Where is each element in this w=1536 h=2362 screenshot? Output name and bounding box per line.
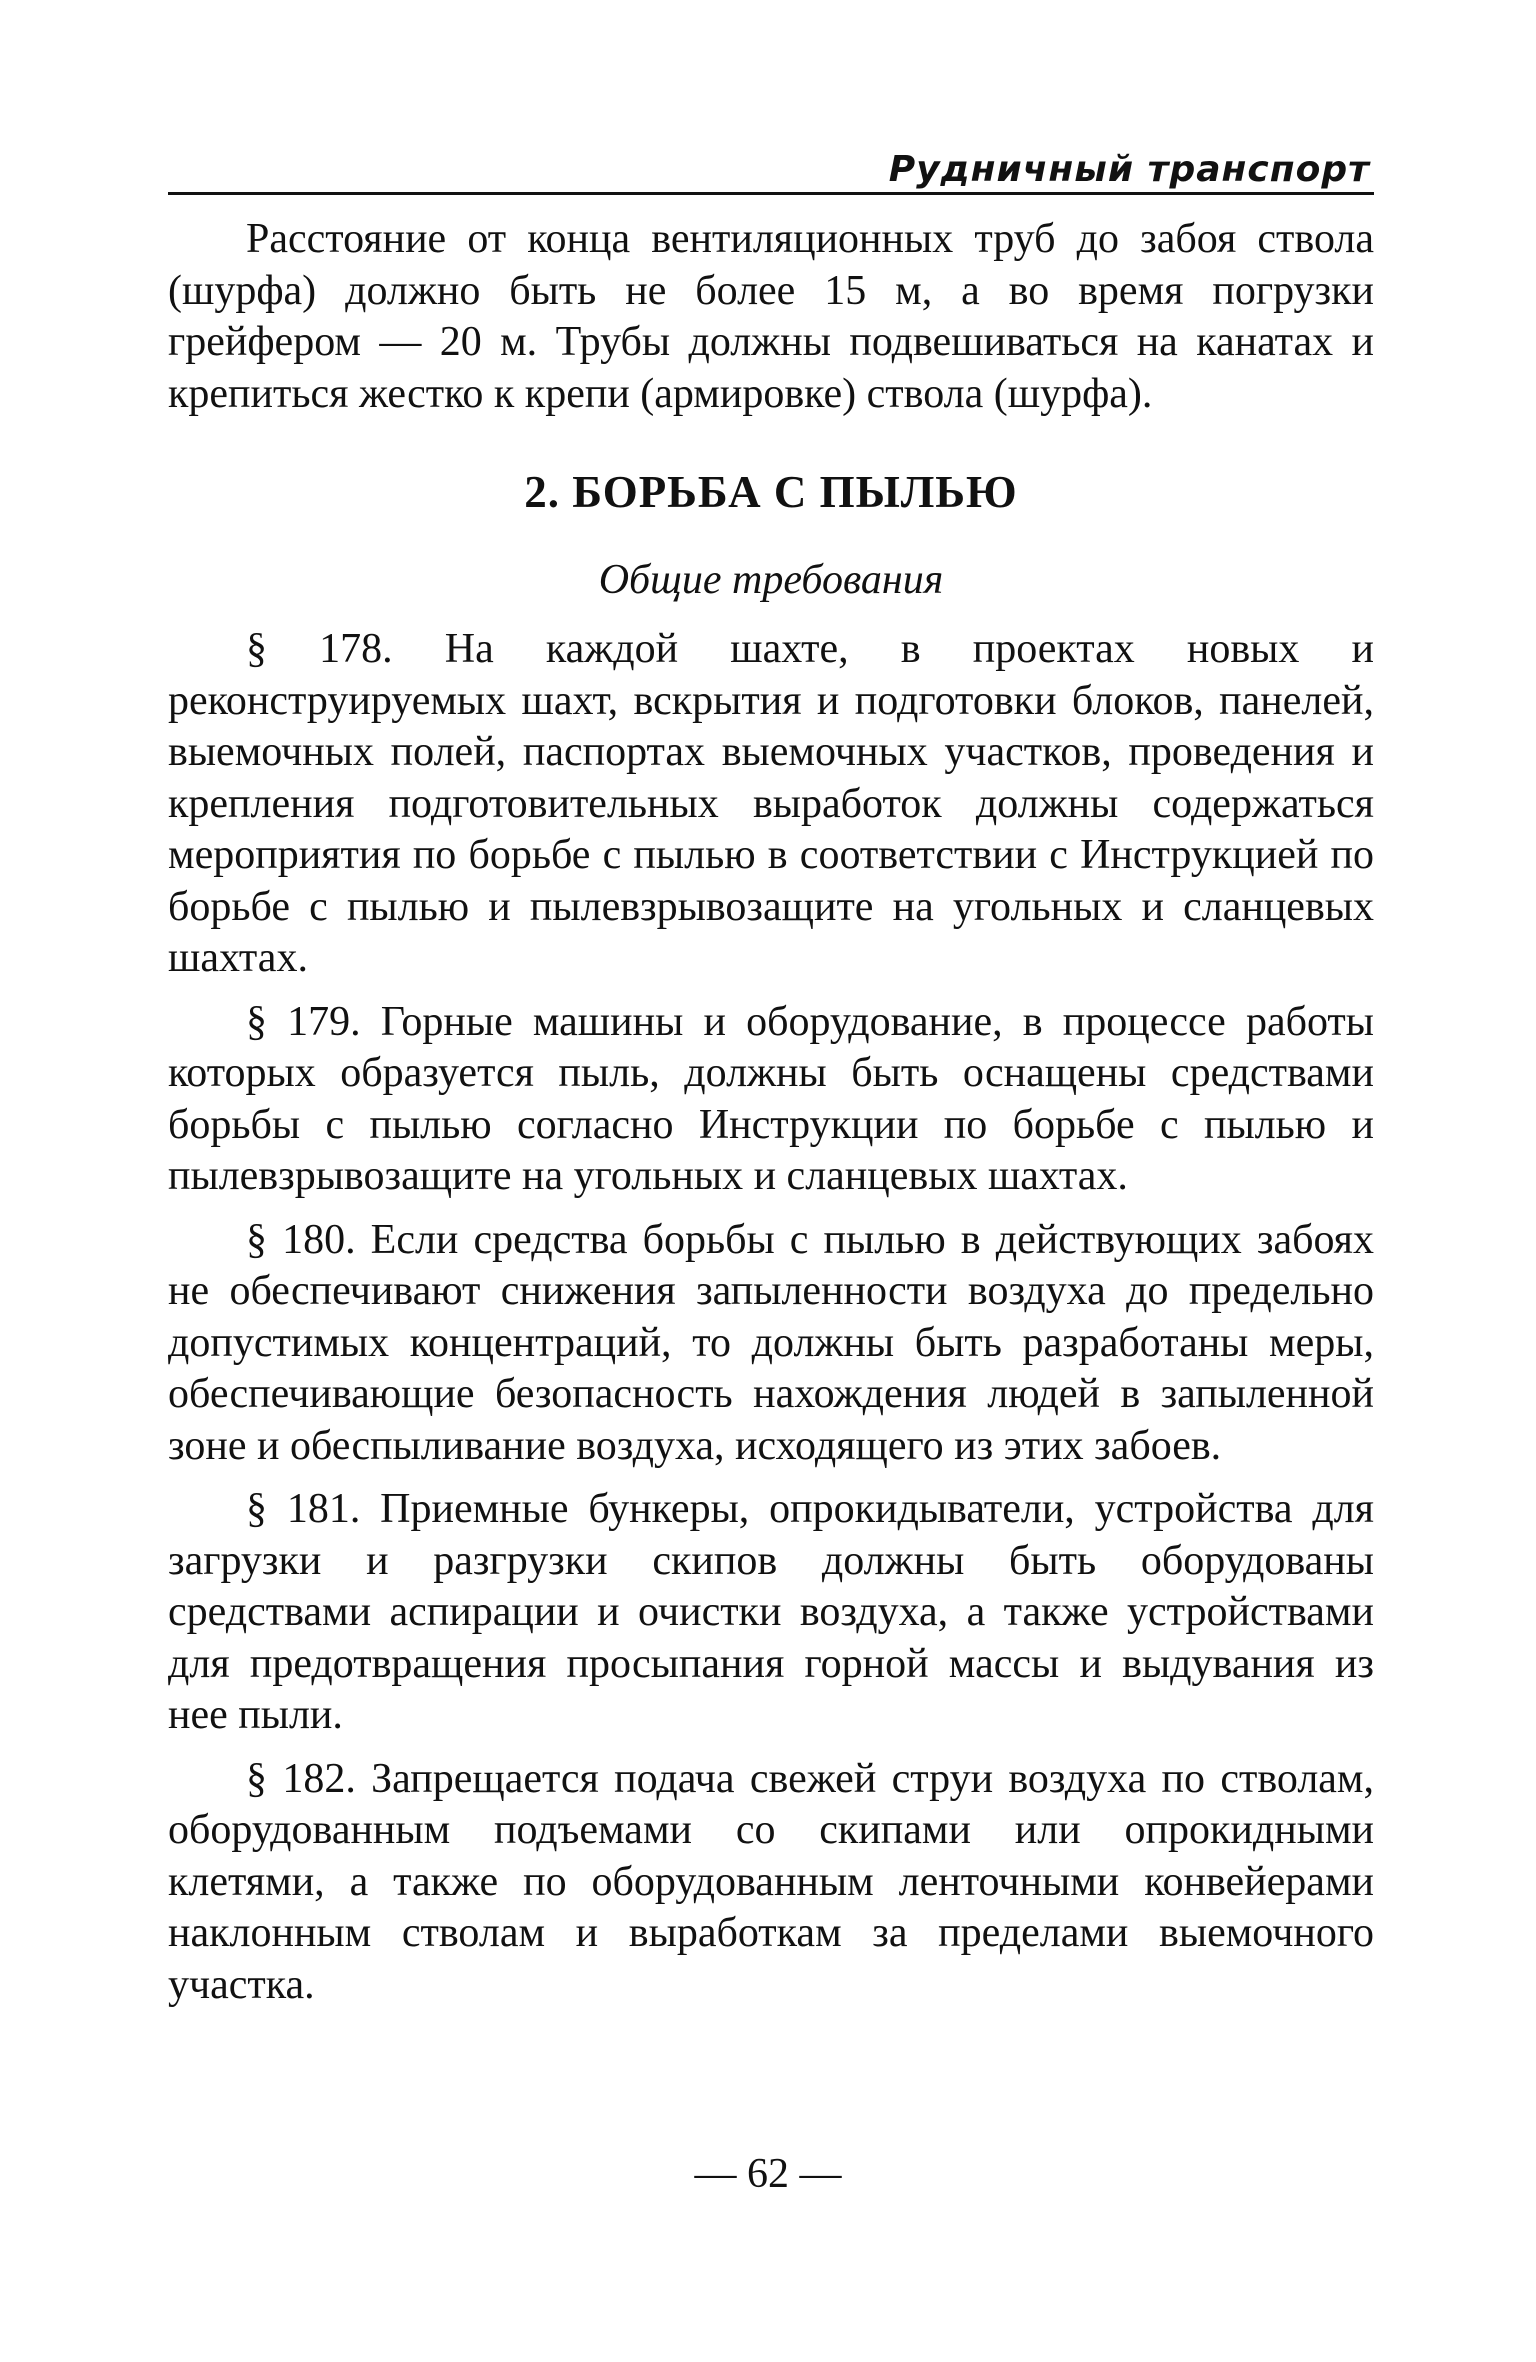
page-body	[168, 214, 1374, 2011]
paragraph-181: § 181. Приемные бункеры, опрокидыватели, устройства для загрузки и разгрузки скипов должны быть оборудованы средствами аспирации и очистки воздуха, а также устройствами для предотвращения просыпания горной массы и выдувания из нее пыли.	[168, 1486, 1374, 1738]
section-title: 2. БОРЬБА С ПЫЛЬЮ	[524, 467, 1018, 517]
running-header	[168, 150, 1374, 195]
paragraph-178: § 178. На каждой шахте, в проектах новых и реконструируемых шахт, вскрытия и подготовки блоков, панелей, выемочных полей, паспортах выемочных участков, проведения и крепления подготовительных выработок должны содержаться мероприятия по борьбе с пылью в соответствии с Инструкцией по борьбе с пылью и пылевзрывозащите на угольных и сланцевых шахтах.	[168, 626, 1374, 981]
page-number: — 62 —	[694, 2151, 842, 2197]
paragraph-179: § 179. Горные машины и оборудование, в процессе работы которых образуется пыль, должны быть оснащены средствами борьбы с пылью согласно Инструкции по борьбе с пылью и пылевзрывозащите на угольных и сланцевых шахтах.	[168, 998, 1374, 1199]
paragraph-180: § 180. Если средства борьбы с пылью в действующих забоях не обеспечивают снижения запыленности воздуха до предельно допустимых концентраций, то должны быть разработаны меры, обеспечивающие безопасность нахождения людей в запыленной зоне и обеспыливание воздуха, исходящего из этих забоев.	[168, 1216, 1374, 1469]
paragraph-182: § 182. Запрещается подача свежей струи воздуха по стволам, оборудованным подъемами со скипами или опрокидными клетями, а также по оборудованным ленточными конвейерами наклонным стволам и выработкам за пределами выемочного участка.	[168, 1755, 1374, 2008]
running-title: Рудничный транспорт	[888, 149, 1370, 190]
subsection-title: Общие требования	[598, 557, 944, 603]
intro-paragraph: Расстояние от конца вентиляционных труб до забоя ствола (шурфа) должно быть не более 15 м, а во время погрузки грейфером — 20 м. Трубы должны подвешиваться на канатах и крепиться жестко к крепи (армировке) ствола (шурфа).	[168, 216, 1374, 417]
